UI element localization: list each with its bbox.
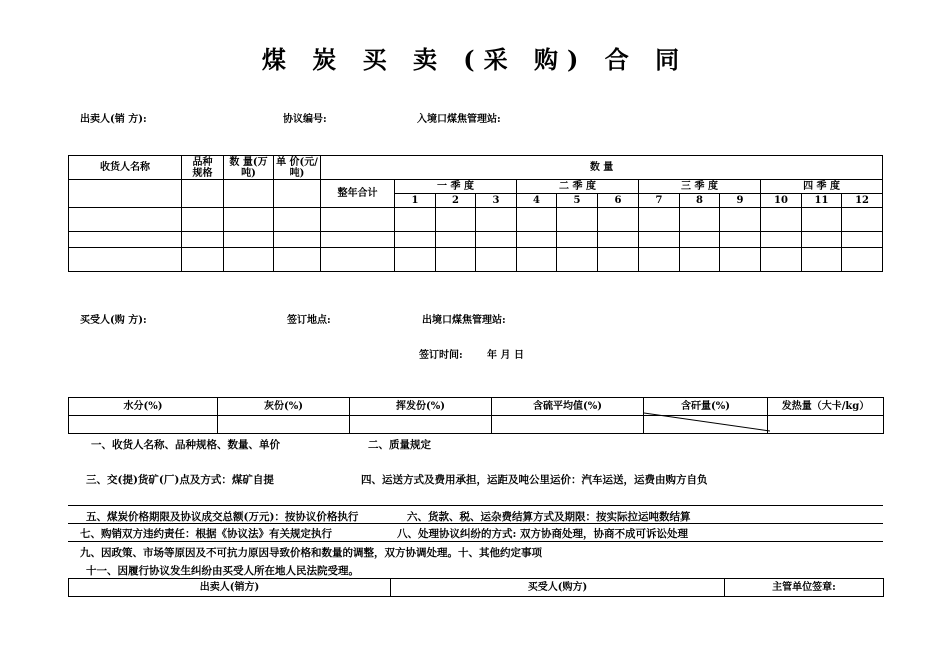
header-month-7: 7 — [639, 194, 680, 208]
table-row — [69, 208, 883, 232]
cell[interactable] — [680, 208, 720, 232]
cell[interactable] — [842, 232, 883, 248]
clause-3: 三、交(提)货矿(厂)点及方式：煤矿自提 — [86, 474, 274, 486]
header-q2: 二 季 度 — [517, 180, 639, 194]
header-month-1: 1 — [395, 194, 436, 208]
cell[interactable] — [350, 416, 492, 434]
signing-time-label: 签订时间: — [419, 350, 463, 361]
cell[interactable] — [274, 208, 321, 232]
cell[interactable] — [224, 232, 274, 248]
cell[interactable] — [274, 232, 321, 248]
cell[interactable] — [720, 232, 761, 248]
cell[interactable] — [69, 232, 182, 248]
clause-7: 七、购销双方违约责任：根据《协议法》有关规定执行 — [80, 528, 332, 540]
cell[interactable] — [761, 248, 802, 272]
cell[interactable] — [720, 208, 761, 232]
cell[interactable] — [321, 208, 395, 232]
cell[interactable] — [476, 208, 517, 232]
cell[interactable] — [598, 208, 639, 232]
header-variety: 品种规格 — [182, 156, 224, 180]
cell[interactable] — [321, 232, 395, 248]
cell — [274, 180, 321, 208]
header-calorific: 发热量（大卡/kg） — [768, 398, 884, 416]
cell[interactable] — [395, 232, 436, 248]
header-moisture: 水分(%) — [69, 398, 218, 416]
divider — [68, 523, 883, 524]
cell[interactable] — [274, 248, 321, 272]
cell[interactable] — [517, 248, 557, 272]
cell[interactable] — [218, 416, 350, 434]
header-receiver-name: 收货人名称 — [69, 156, 182, 180]
cell[interactable] — [69, 416, 218, 434]
clause-8: 八、处理协议纠纷的方式: 双方协商处理，协商不成可诉讼处理 — [397, 528, 689, 540]
cell[interactable] — [639, 208, 680, 232]
cell — [224, 180, 274, 208]
cell[interactable] — [182, 208, 224, 232]
cell[interactable] — [182, 248, 224, 272]
diagonal-slash — [644, 410, 770, 434]
signature-table — [68, 578, 884, 597]
cell[interactable] — [476, 248, 517, 272]
cell[interactable] — [761, 208, 802, 232]
header-month-4: 4 — [517, 194, 557, 208]
header-month-11: 11 — [802, 194, 842, 208]
header-q3: 三 季 度 — [639, 180, 761, 194]
cell[interactable] — [802, 232, 842, 248]
cell[interactable] — [436, 248, 476, 272]
cell[interactable] — [321, 248, 395, 272]
cell[interactable] — [476, 232, 517, 248]
cell[interactable] — [395, 208, 436, 232]
header-quantity: 数 量 — [321, 156, 883, 180]
cell[interactable] — [761, 232, 802, 248]
header-sulfur: 含硫平均值(%) — [492, 398, 644, 416]
header-year-total: 整年合计 — [321, 180, 395, 208]
agreement-no-label: 协议编号: — [283, 114, 327, 125]
cell[interactable] — [598, 232, 639, 248]
header-month-10: 10 — [761, 194, 802, 208]
cell[interactable] — [557, 208, 598, 232]
header-q1: 一 季 度 — [395, 180, 517, 194]
header-month-5: 5 — [557, 194, 598, 208]
seller-label: 出卖人(销 方): — [80, 114, 147, 125]
clause-11: 十一、因履行协议发生纠纷由买受人所在地人民法院受理。 — [86, 565, 359, 577]
cell[interactable] — [639, 232, 680, 248]
clause-4: 四、运送方式及费用承担，运距及吨公里运价：汽车运送，运费由购方自负 — [361, 474, 708, 486]
cell[interactable] — [842, 208, 883, 232]
cell[interactable] — [842, 248, 883, 272]
signing-time-value: 年 月 日 — [487, 350, 524, 361]
cell[interactable] — [517, 208, 557, 232]
cell[interactable] — [720, 248, 761, 272]
cell[interactable] — [802, 208, 842, 232]
cell[interactable] — [436, 232, 476, 248]
signature-seller: 出卖人(销方) — [69, 579, 391, 597]
header-quantity-unit: 数 量(万吨) — [224, 156, 274, 180]
divider — [68, 541, 883, 542]
cell[interactable] — [517, 232, 557, 248]
cell[interactable] — [436, 208, 476, 232]
cell[interactable] — [69, 248, 182, 272]
buyer-label: 买受人(购 方): — [80, 315, 147, 326]
header-month-2: 2 — [436, 194, 476, 208]
clause-5: 五、煤炭价格期限及协议成交总额(万元)：按协议价格执行 — [86, 511, 359, 523]
cell[interactable] — [768, 416, 884, 434]
cell[interactable] — [395, 248, 436, 272]
cell[interactable] — [680, 248, 720, 272]
clause-6: 六、货款、税、运杂费结算方式及期限：按实际拉运吨数结算 — [407, 511, 691, 523]
cell[interactable] — [492, 416, 644, 434]
cell — [69, 180, 182, 208]
cell[interactable] — [182, 232, 224, 248]
header-month-6: 6 — [598, 194, 639, 208]
cell[interactable] — [802, 248, 842, 272]
cell[interactable] — [224, 248, 274, 272]
header-month-8: 8 — [680, 194, 720, 208]
cell[interactable] — [557, 248, 598, 272]
signature-supervisor: 主管单位签章: — [725, 579, 884, 597]
header-ash: 灰份(%) — [218, 398, 350, 416]
header-volatile: 挥发份(%) — [350, 398, 492, 416]
header-gangue: 含矸量(%) — [644, 398, 768, 416]
cell — [182, 180, 224, 208]
cell[interactable] — [557, 232, 598, 248]
header-month-9: 9 — [720, 194, 761, 208]
divider — [68, 505, 883, 506]
cell[interactable] — [639, 248, 680, 272]
clause-2: 二、质量规定 — [368, 439, 431, 451]
header-month-3: 3 — [476, 194, 517, 208]
header-q4: 四 季 度 — [761, 180, 883, 194]
exit-station-label: 出境口煤焦管理站: — [422, 315, 506, 326]
signing-place-label: 签订地点: — [287, 315, 331, 326]
header-month-12: 12 — [842, 194, 883, 208]
cell[interactable] — [69, 208, 182, 232]
cell[interactable] — [680, 232, 720, 248]
clause-9: 九、因政策、市场等原因及不可抗力原因导致价格和数量的调整，双方协调处理。十、其他约定事项 — [80, 547, 542, 559]
table-row — [69, 232, 883, 248]
cell[interactable] — [598, 248, 639, 272]
clause-1: 一、收货人名称、品种规格、数量、单价 — [91, 439, 280, 451]
table-row — [69, 248, 883, 272]
contract-title: 煤 炭 买 卖 (采 购) 合 同 — [261, 45, 689, 74]
header-price-unit: 单 价(元/吨) — [274, 156, 321, 180]
cell[interactable] — [224, 208, 274, 232]
entry-station-label: 入境口煤焦管理站: — [417, 114, 501, 125]
signature-buyer: 买受人(购方) — [391, 579, 725, 597]
quantity-table — [68, 155, 883, 272]
